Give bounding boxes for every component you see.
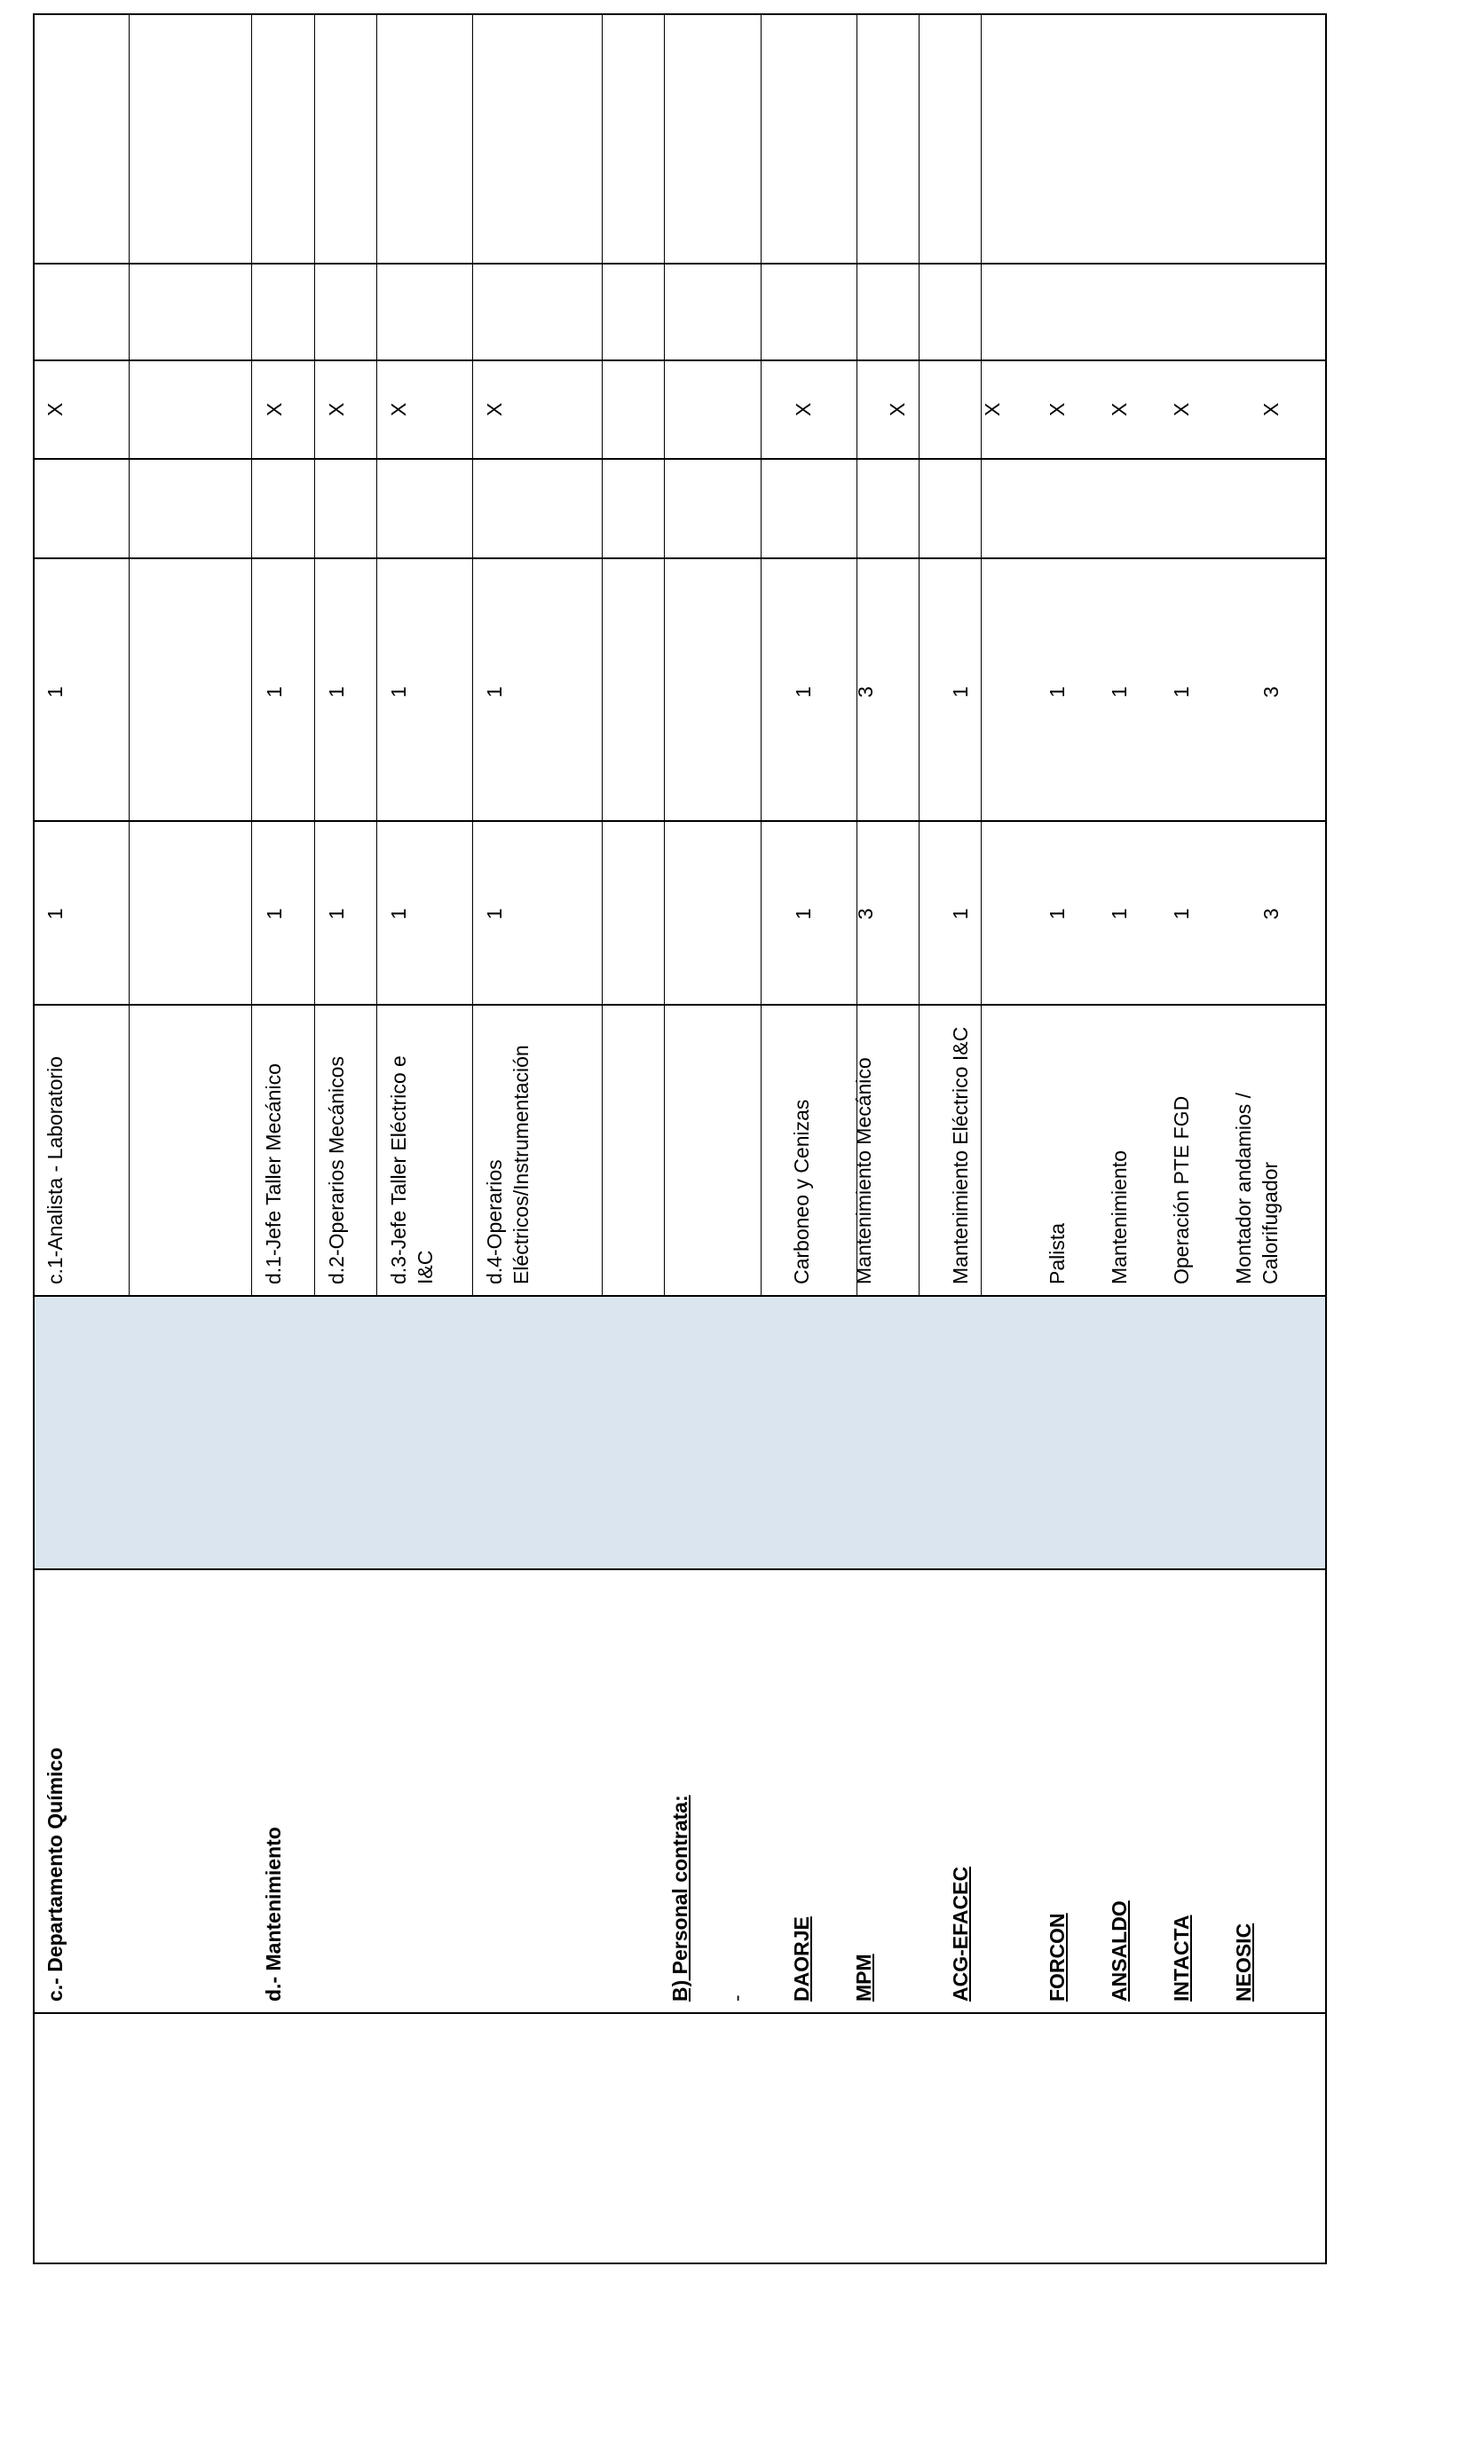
dash-marker: - (725, 1994, 748, 2002)
row-line (602, 15, 603, 1297)
position-mantenimiento-electrico: Mantenimiento Eléctrico I&C (949, 1026, 972, 1284)
value-b: 1 (43, 686, 67, 698)
position-carboneo: Carboneo y Cenizas (790, 1099, 813, 1284)
col-line (33, 557, 1327, 559)
position-montador: Montador andamios / Calorifugador (1232, 1092, 1282, 1284)
value-mark: X (1046, 402, 1069, 416)
shaded-column (33, 1297, 1327, 1570)
value-mark: X (1259, 402, 1283, 416)
col-line (33, 458, 1327, 460)
value-mark: X (792, 402, 815, 416)
value-a: 1 (483, 908, 506, 920)
section-maintenance: d.- Mantenimiento (262, 1827, 285, 2002)
company-ansaldo: ANSALDO (1108, 1900, 1131, 2002)
value-a: 1 (325, 908, 348, 920)
value-mark: X (387, 402, 410, 416)
position-mantenimiento-mecanico: Mantenimiento Mecánico (852, 1057, 875, 1284)
company-mpm: MPM (852, 1954, 875, 2002)
position-mantenimiento: Mantenimiento (1108, 1150, 1131, 1284)
value-b: 3 (1259, 686, 1283, 698)
col-line (33, 359, 1327, 361)
value-a: 3 (854, 908, 877, 920)
col-line (33, 263, 1327, 265)
position-analista: c.1-Analista - Laboratorio (43, 1056, 67, 1284)
value-a: 1 (43, 908, 67, 920)
value-mark: X (263, 402, 286, 416)
position-jefe-taller-electrico: d.3-Jefe Taller Eléctrico e I&C (387, 1055, 437, 1284)
company-acg-efacec: ACG-EFACEC (949, 1866, 972, 2002)
row-line (664, 15, 665, 1297)
company-intacta: INTACTA (1170, 1915, 1193, 2002)
value-b: 1 (1170, 686, 1193, 698)
value-mark: X (43, 402, 67, 416)
position-operarios-electricos: d.4-Operarios Eléctricos/Instrumentación (483, 1045, 533, 1284)
company-forcon: FORCON (1046, 1913, 1069, 2002)
value-b: 1 (1046, 686, 1069, 698)
value-a: 1 (387, 908, 410, 920)
value-b: 1 (263, 686, 286, 698)
value-mark: X (886, 402, 909, 416)
col-line (33, 820, 1327, 822)
position-operarios-mecanicos: d.2-Operarios Mecánicos (325, 1056, 348, 1284)
value-a: 1 (1108, 908, 1131, 920)
company-neosic: NEOSIC (1232, 1923, 1255, 2002)
value-mark: X (981, 402, 1004, 416)
row-line (1325, 15, 1327, 2264)
position-jefe-taller-mecanico: d.1-Jefe Taller Mecánico (262, 1063, 285, 1284)
value-a: 1 (792, 908, 815, 920)
value-b: 1 (792, 686, 815, 698)
value-b: 1 (325, 686, 348, 698)
company-daorje: DAORJE (790, 1916, 813, 2002)
value-b: 3 (854, 686, 877, 698)
position-palista: Palista (1046, 1222, 1069, 1284)
value-a: 1 (1170, 908, 1193, 920)
value-mark: X (325, 402, 348, 416)
row-line (129, 15, 130, 1297)
value-b: 1 (387, 686, 410, 698)
position-operacion-pte-fgd: Operación PTE FGD (1170, 1095, 1193, 1284)
value-a: 1 (263, 908, 286, 920)
value-a: 1 (1046, 908, 1069, 920)
value-mark: X (1170, 402, 1193, 416)
value-mark: X (483, 402, 506, 416)
section-chemical: c.- Departamento Químico (43, 1747, 67, 2002)
value-mark: X (1108, 402, 1131, 416)
col-line (33, 2263, 1327, 2264)
value-b: 1 (483, 686, 506, 698)
section-contract: B) Personal contrata: (668, 1795, 691, 2002)
value-b: 1 (1108, 686, 1131, 698)
value-a: 3 (1259, 908, 1283, 920)
value-a: 1 (949, 908, 972, 920)
col-line (33, 13, 1327, 15)
row-line (761, 15, 762, 1297)
value-b: 1 (949, 686, 972, 698)
